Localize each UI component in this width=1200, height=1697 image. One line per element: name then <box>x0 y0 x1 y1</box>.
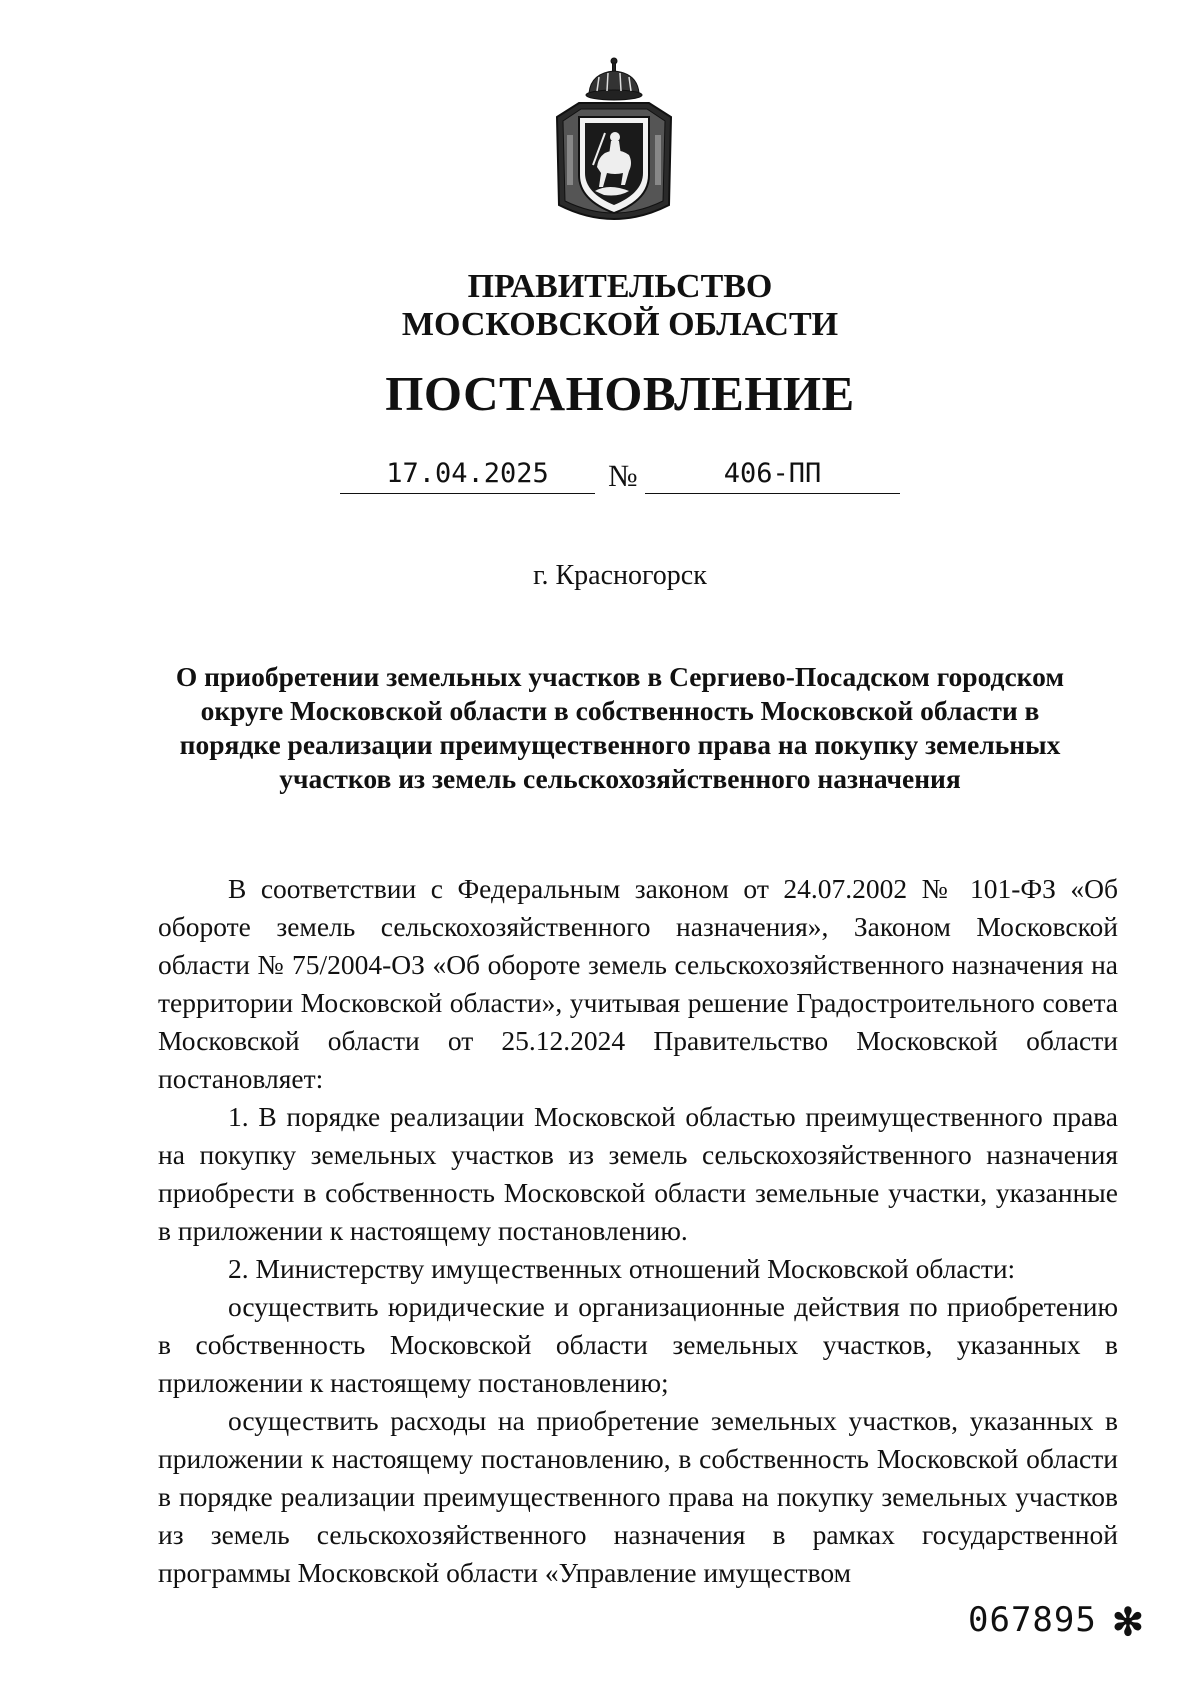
preamble-paragraph: В соответствии с Федеральным законом от 24.07.2002 № 101-ФЗ «Об обороте земель сельскохозяйственного назначения», Законом Московской области № 75/2004-ОЗ «Об обороте земель сельскохозяйственного назначения на территории Московской области», учитывая решение Градостроительного совета Московской области от 25.12.2024 Правительство Московской области постановляет: <box>158 873 1118 1094</box>
doc-date: 17.04.2025 <box>386 458 549 489</box>
org-line-1: ПРАВИТЕЛЬСТВО <box>467 268 773 305</box>
doc-type-heading: ПОСТАНОВЛЕНИЕ <box>385 366 855 421</box>
number-underline <box>645 493 900 494</box>
document-body <box>158 870 1118 1592</box>
date-number-row <box>340 458 900 498</box>
document-serial-code: 067895 <box>968 1600 1097 1640</box>
subject-heading: О приобретении земельных участков в Сергиево-Посадском городском округе Московской области в собственность Московской области в порядке реализации преимущественного права на покупку земельных участков из земель сельскохозяйственного назначения <box>175 661 1065 794</box>
item-2b-paragraph: осуществить расходы на приобретение земельных участков, указанных в приложении к настоящему постановлению, в собственность Московской области в порядке реализации преимущественного права на покупку земельных участков из земель сельскохозяйственного назначения в рамках государственной программы Московской области «Управление имуществом <box>158 1405 1118 1588</box>
coat-of-arms-icon <box>549 55 679 230</box>
asterisk-mark-icon: ✻ <box>1112 1602 1144 1644</box>
item-2-paragraph: 2. Министерству имущественных отношений Московской области: <box>228 1253 1016 1284</box>
date-underline <box>340 493 595 494</box>
number-sign: № <box>608 458 638 493</box>
city: г. Красногорск <box>533 560 707 591</box>
org-line-2: МОСКОВСКОЙ ОБЛАСТИ <box>401 306 839 343</box>
item-1-paragraph: 1. В порядке реализации Московской областью преимущественного права на покупку земельных участков из земель сельскохозяйственного назначения приобрести в собственность Московской области земельные участки, указанные в приложении к настоящему постановлению. <box>158 1101 1118 1246</box>
doc-number: 406-ПП <box>723 458 822 489</box>
item-2a-paragraph: осуществить юридические и организационные действия по приобретению в собственность Московской области земельных участков, указанных в приложении к настоящему постановлению; <box>158 1291 1118 1398</box>
government-title <box>0 268 1200 344</box>
